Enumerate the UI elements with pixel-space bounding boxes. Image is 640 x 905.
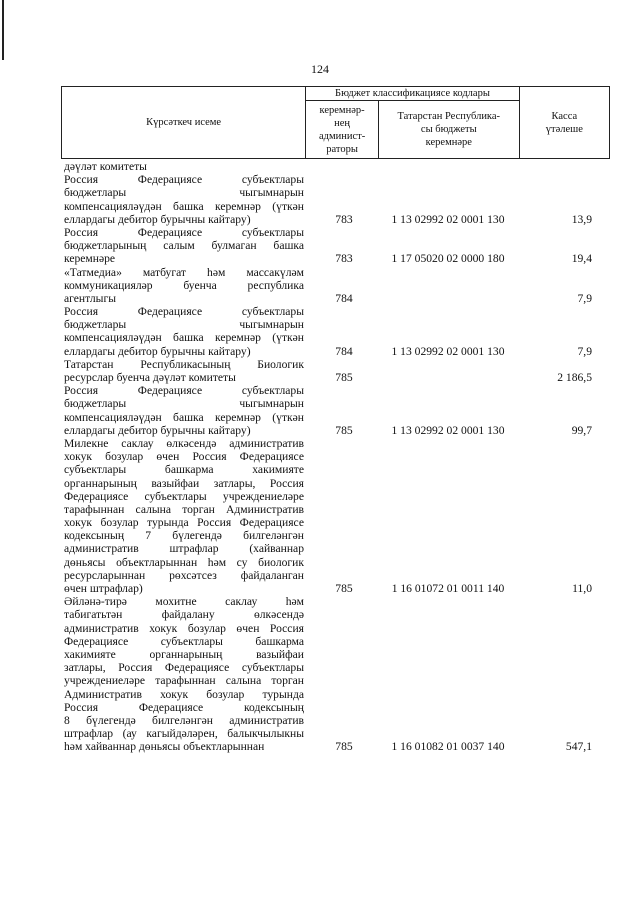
header-kassa [519,87,609,159]
header-indicator-name: Күрсәткеч исеме [62,87,306,159]
row-name-line: Россия Федерациясе субъектлары [64,305,304,319]
row-kassa-value: 7,9 [577,291,592,305]
header-kassa-line: үтәлеше [545,123,583,135]
row-name-line: Россия Федерациясе кодексының [64,700,304,714]
table-row [0,173,640,226]
row-name-line: еллардагы дебитор бурычны кайтару) [64,423,251,437]
row-name-line: штрафлар (ау кагыйдәләрен, балыкчылыкны [64,727,304,741]
header-revenue-administrator [306,101,379,159]
row-administrator-code: 785 [335,370,353,384]
header-admin-line: нең [334,117,351,129]
row-name-line: Федерациясе субъектлары учреждениеләре [64,489,304,503]
row-name-line: агентлыгы [64,291,116,305]
row-administrator-code: 783 [335,212,353,226]
row-name-line: Татарстан Республикасының Биологик [64,357,304,371]
row-administrator-code: 783 [335,252,353,266]
row-indicator-name [64,266,304,306]
table-row [0,160,640,173]
table-row [0,266,640,306]
row-name-line: Административ хокук бозулар турында [64,687,304,701]
row-indicator-name [64,358,304,384]
row-name-line: бюджетлары чыгымнарын [64,318,304,332]
row-name-line: затлары, Россия Федерациясе субъектлары [64,661,304,675]
row-indicator-name [64,437,304,595]
row-name-line: учреждениеләре тарафыннан салына торган [64,674,304,688]
row-name-line: органнарының вазыйфаи затлары, Россия [64,476,304,490]
row-name-line: Милекне саклау өлкәсендә административ [64,436,304,450]
row-name-line: хокук бозулар турында Россия Федерациясе [64,516,304,530]
row-indicator-name [64,160,304,173]
row-name-line: 8 бүлегендә билгеләнгән административ [64,713,304,727]
row-name-line: компенсацияләүдән башка керемнәр (үткән [64,410,304,424]
header-kassa-line: Касса [551,110,578,122]
row-indicator-name [64,595,304,753]
row-administrator-code: 784 [335,344,353,358]
header-budget-classification: Бюджет классификациясе кодлары [306,87,519,101]
row-name-line: бюджетлары чыгымнарын [64,397,304,411]
header-republic-budget-revenue [378,101,519,159]
table-row [0,226,640,266]
row-budget-code: 1 13 02992 02 0001 130 [391,344,505,358]
row-kassa-value: 7,9 [577,344,592,358]
row-kassa-value: 99,7 [571,423,592,437]
row-indicator-name [64,305,304,358]
header-revenue-line: керемнәре [425,137,472,148]
table-row [0,437,640,595]
row-name-line: Әйләнә-тирә мохитне саклау һәм [64,595,304,609]
row-name-line: хакимияте органнарының вазыйфаи [64,647,304,661]
header-revenue-line: Татарстан Республика- [397,111,501,122]
row-indicator-name [64,173,304,226]
row-kassa-value: 19,4 [571,252,592,266]
row-administrator-code: 784 [335,291,353,305]
row-name-line: Россия Федерациясе субъектлары [64,225,304,239]
row-name-line: бюджетлары чыгымнарын [64,186,304,200]
row-name-line: субъектлары башкарма хакимияте [64,463,304,477]
row-name-line: кодексының 7 бүлегендә билгеләнгән [64,529,304,543]
table-row [0,305,640,358]
row-name-line: коммуникацияләр буенча республика [64,278,304,292]
row-name-line: һәм хайваннар дөньясы объектларыннан [64,740,265,754]
row-name-line: административ хокук бозулар өчен Россия [64,621,304,635]
row-name-line: керемнәре [64,252,116,266]
row-budget-code: 1 17 05020 02 0000 180 [391,252,505,266]
row-kassa-value: 2 186,5 [557,370,592,384]
row-kassa-value: 13,9 [571,212,592,226]
page-number: 124 [311,62,329,76]
row-kassa-value: 11,0 [572,581,592,595]
row-name-line: Федерациясе субъектлары башкарма [64,634,304,648]
row-name-line: табигатьтән файдалану өлкәсендә [64,608,304,622]
row-indicator-name [64,226,304,266]
row-name-line: Россия Федерациясе субъектлары [64,173,304,187]
row-name-line: Россия Федерациясе субъектлары [64,384,304,398]
row-budget-code: 1 16 01072 01 0011 140 [391,581,505,595]
row-administrator-code: 785 [335,423,353,437]
header-revenue-line: сы бюджеты [420,124,477,135]
header-admin-line: раторы [326,143,358,155]
row-name-line: компенсацияләүдән башка керемнәр (үткән [64,331,304,345]
row-name-line: дәүләт комитеты [64,160,147,173]
row-budget-code: 1 13 02992 02 0001 130 [391,423,505,437]
row-administrator-code: 785 [335,581,353,595]
table-row [0,384,640,437]
row-name-line: тарафыннан салына торган Административ [64,502,304,516]
table-row [0,358,640,384]
row-name-line: дөньясы объектларыннан һәм су биологик [64,555,304,569]
row-name-line: ресурслар буенча дәүләт комитеты [64,371,236,384]
table-body [0,160,640,753]
row-budget-code: 1 16 01082 01 0037 140 [391,740,505,754]
header-admin-line: керемнәр- [319,104,365,116]
row-indicator-name [64,384,304,437]
row-name-line: бюджетларының салым булмаган башка [64,239,304,253]
row-name-line: административ штрафлар (хайваннар [64,542,304,556]
row-name-line: компенсацияләүдән башка керемнәр (үткән [64,199,304,213]
table-header [61,86,610,159]
table-row [0,595,640,753]
row-name-line: ресурсларыннан рөхсәтсез файдаланган [64,568,304,582]
row-budget-code: 1 13 02992 02 0001 130 [391,212,505,226]
row-name-line: өчен штрафлар) [64,582,143,595]
row-name-line: «Татмедиа» матбугат һәм массакүләм [64,265,304,279]
row-administrator-code: 785 [335,740,353,754]
header-admin-line: админист- [318,130,366,142]
row-name-line: хокук бозулар өчен Россия Федерациясе [64,450,304,464]
row-name-line: еллардагы дебитор бурычны кайтару) [64,212,251,226]
row-kassa-value: 547,1 [565,740,592,754]
left-margin-rule [2,0,4,60]
row-name-line: еллардагы дебитор бурычны кайтару) [64,344,251,358]
